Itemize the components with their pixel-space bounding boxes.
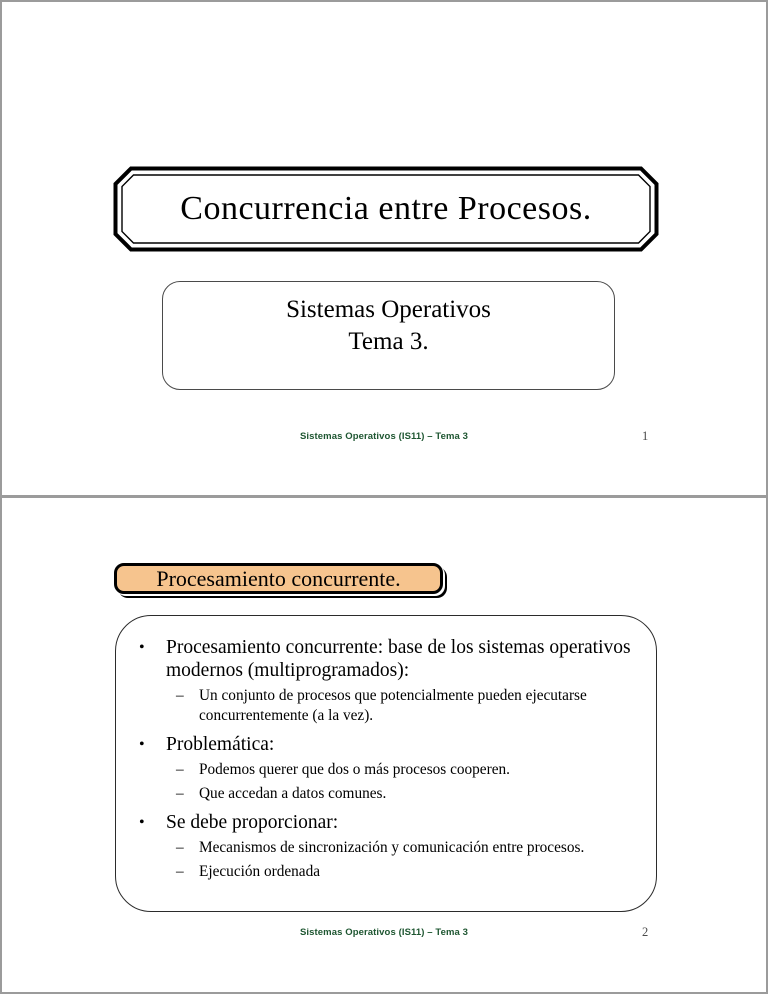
dash-marker-icon: – [176, 785, 184, 802]
section-header-text: Procesamiento concurrente. [156, 565, 401, 591]
subtitle-box [162, 281, 615, 390]
dash-marker-icon: – [176, 687, 184, 704]
dash-marker-icon: – [176, 761, 184, 778]
subtitle-line-1: Sistemas Operativos [286, 296, 491, 323]
bullet-group [132, 636, 644, 726]
sub-bullet-text: Que accedan a datos comunes. [199, 785, 387, 802]
title-plaque [113, 166, 659, 252]
bullet-text: Procesamiento concurrente: base de los sistemas operativos modernos (multiprogramados): [166, 637, 631, 681]
slide-footer-text: Sistemas Operativos (IS11) – Tema 3 [299, 431, 469, 442]
bullet-text: Problemática: [166, 734, 275, 755]
content-box [115, 615, 657, 912]
page-number: 2 [642, 925, 649, 939]
bullet-group [132, 733, 644, 804]
bullet-item [132, 636, 644, 682]
slide-footer-text: Sistemas Operativos (IS11) – Tema 3 [299, 927, 469, 938]
bullet-item [132, 733, 644, 756]
section-header-plaque [114, 563, 443, 594]
slide-page-2 [0, 497, 768, 994]
slide-title: Concurrencia entre Procesos. [180, 190, 592, 227]
page-number: 1 [642, 429, 649, 443]
sub-bullet-item [176, 686, 644, 726]
dash-marker-icon: – [176, 863, 184, 880]
sub-bullet-text: Ejecución ordenada [199, 863, 321, 880]
sub-bullet-text: Mecanismos de sincronización y comunicación entre procesos. [199, 839, 585, 856]
bullet-marker-icon: • [139, 814, 145, 831]
sub-bullet-item [176, 838, 644, 858]
bullet-text: Se debe proporcionar: [166, 812, 339, 833]
dash-marker-icon: – [176, 839, 184, 856]
sub-bullet-text: Un conjunto de procesos que potencialmente pueden ejecutarse concurrentemente (a la vez). [199, 687, 587, 724]
sub-bullet-item [176, 760, 644, 780]
sub-bullet-item [176, 862, 644, 882]
bullet-marker-icon: • [139, 639, 145, 656]
sub-bullet-item [176, 784, 644, 804]
subtitle-line-2: Tema 3. [348, 328, 429, 355]
bullet-marker-icon: • [139, 736, 145, 753]
bullet-item [132, 811, 644, 834]
sub-bullet-text: Podemos querer que dos o más procesos cooperen. [199, 761, 510, 778]
bullet-group [132, 811, 644, 882]
